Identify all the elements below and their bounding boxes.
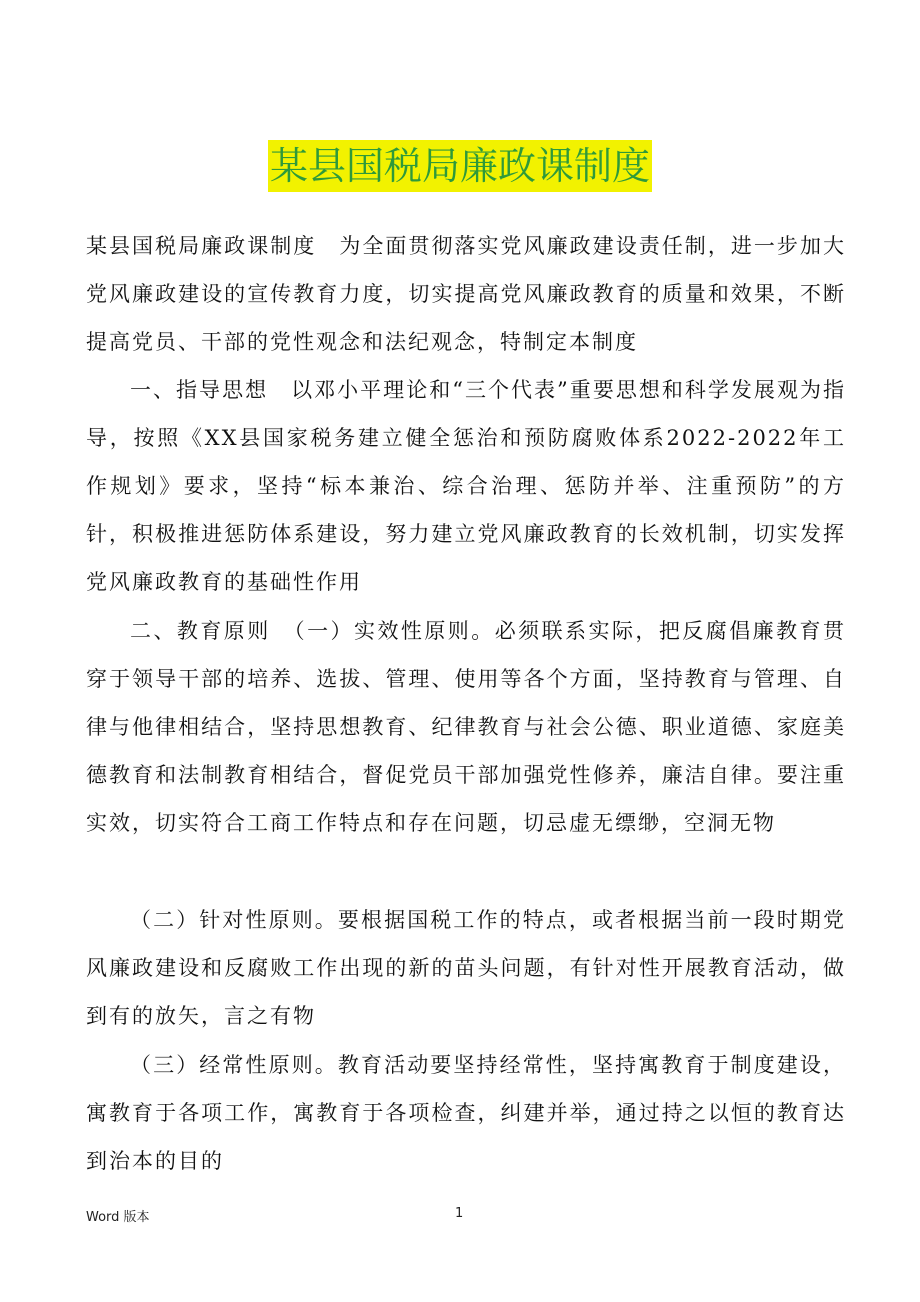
footer-page-number: 1 — [455, 1206, 464, 1221]
footer-version-label: Word 版本 — [86, 1210, 150, 1225]
paragraph-education-principles: 二、教育原则 （一）实效性原则。必须联系实际，把反腐倡廉教育贯穿于领导干部的培养、选拔、管理、使用等各个方面，坚持教育与管理、自律与他律相结合，坚持思想教育、纪律教育与社会公德、职业道德、家庭美德教育和法制教育相结合，督促党员干部加强党性修养，廉洁自律。要注重实效，切实符合工商工作特点和存在问题，切忌虚无缥缈，空洞无物 — [86, 619, 846, 835]
paragraph-targeted-principle: （二）针对性原则。要根据国税工作的特点，或者根据当前一段时期党风廉政建设和反腐败工作出现的新的苗头问题，有针对性开展教育活动，做到有的放矢，言之有物 — [86, 908, 846, 1028]
document-title: 某县国税局廉政课制度 — [268, 140, 652, 192]
paragraph-guiding-thought: 一、指导思想 以邓小平理论和“三个代表”重要思想和科学发展观为指导，按照《XX县国家税务建立健全惩治和预防腐败体系2022-2022年工作规划》要求，坚持“标本兼治、综合治理、惩防并举、注重预防”的方针，积极推进惩防体系建设，努力建立党风廉政教育的长效机制，切实发挥党风廉政教育的基础性作用 — [86, 378, 846, 594]
title-container — [0, 140, 920, 192]
paragraph-regular-principle: （三）经常性原则。教育活动要坚持经常性，坚持寓教育于制度建设，寓教育于各项工作，寓教育于各项检查，纠建并举，通过持之以恒的教育达到治本的目的 — [86, 1053, 846, 1173]
paragraph-intro: 某县国税局廉政课制度 为全面贯彻落实党风廉政建设责任制，进一步加大党风廉政建设的宣传教育力度，切实提高党风廉政教育的质量和效果，不断提高党员、干部的党性观念和法纪观念，特制定本制度 — [86, 234, 846, 354]
